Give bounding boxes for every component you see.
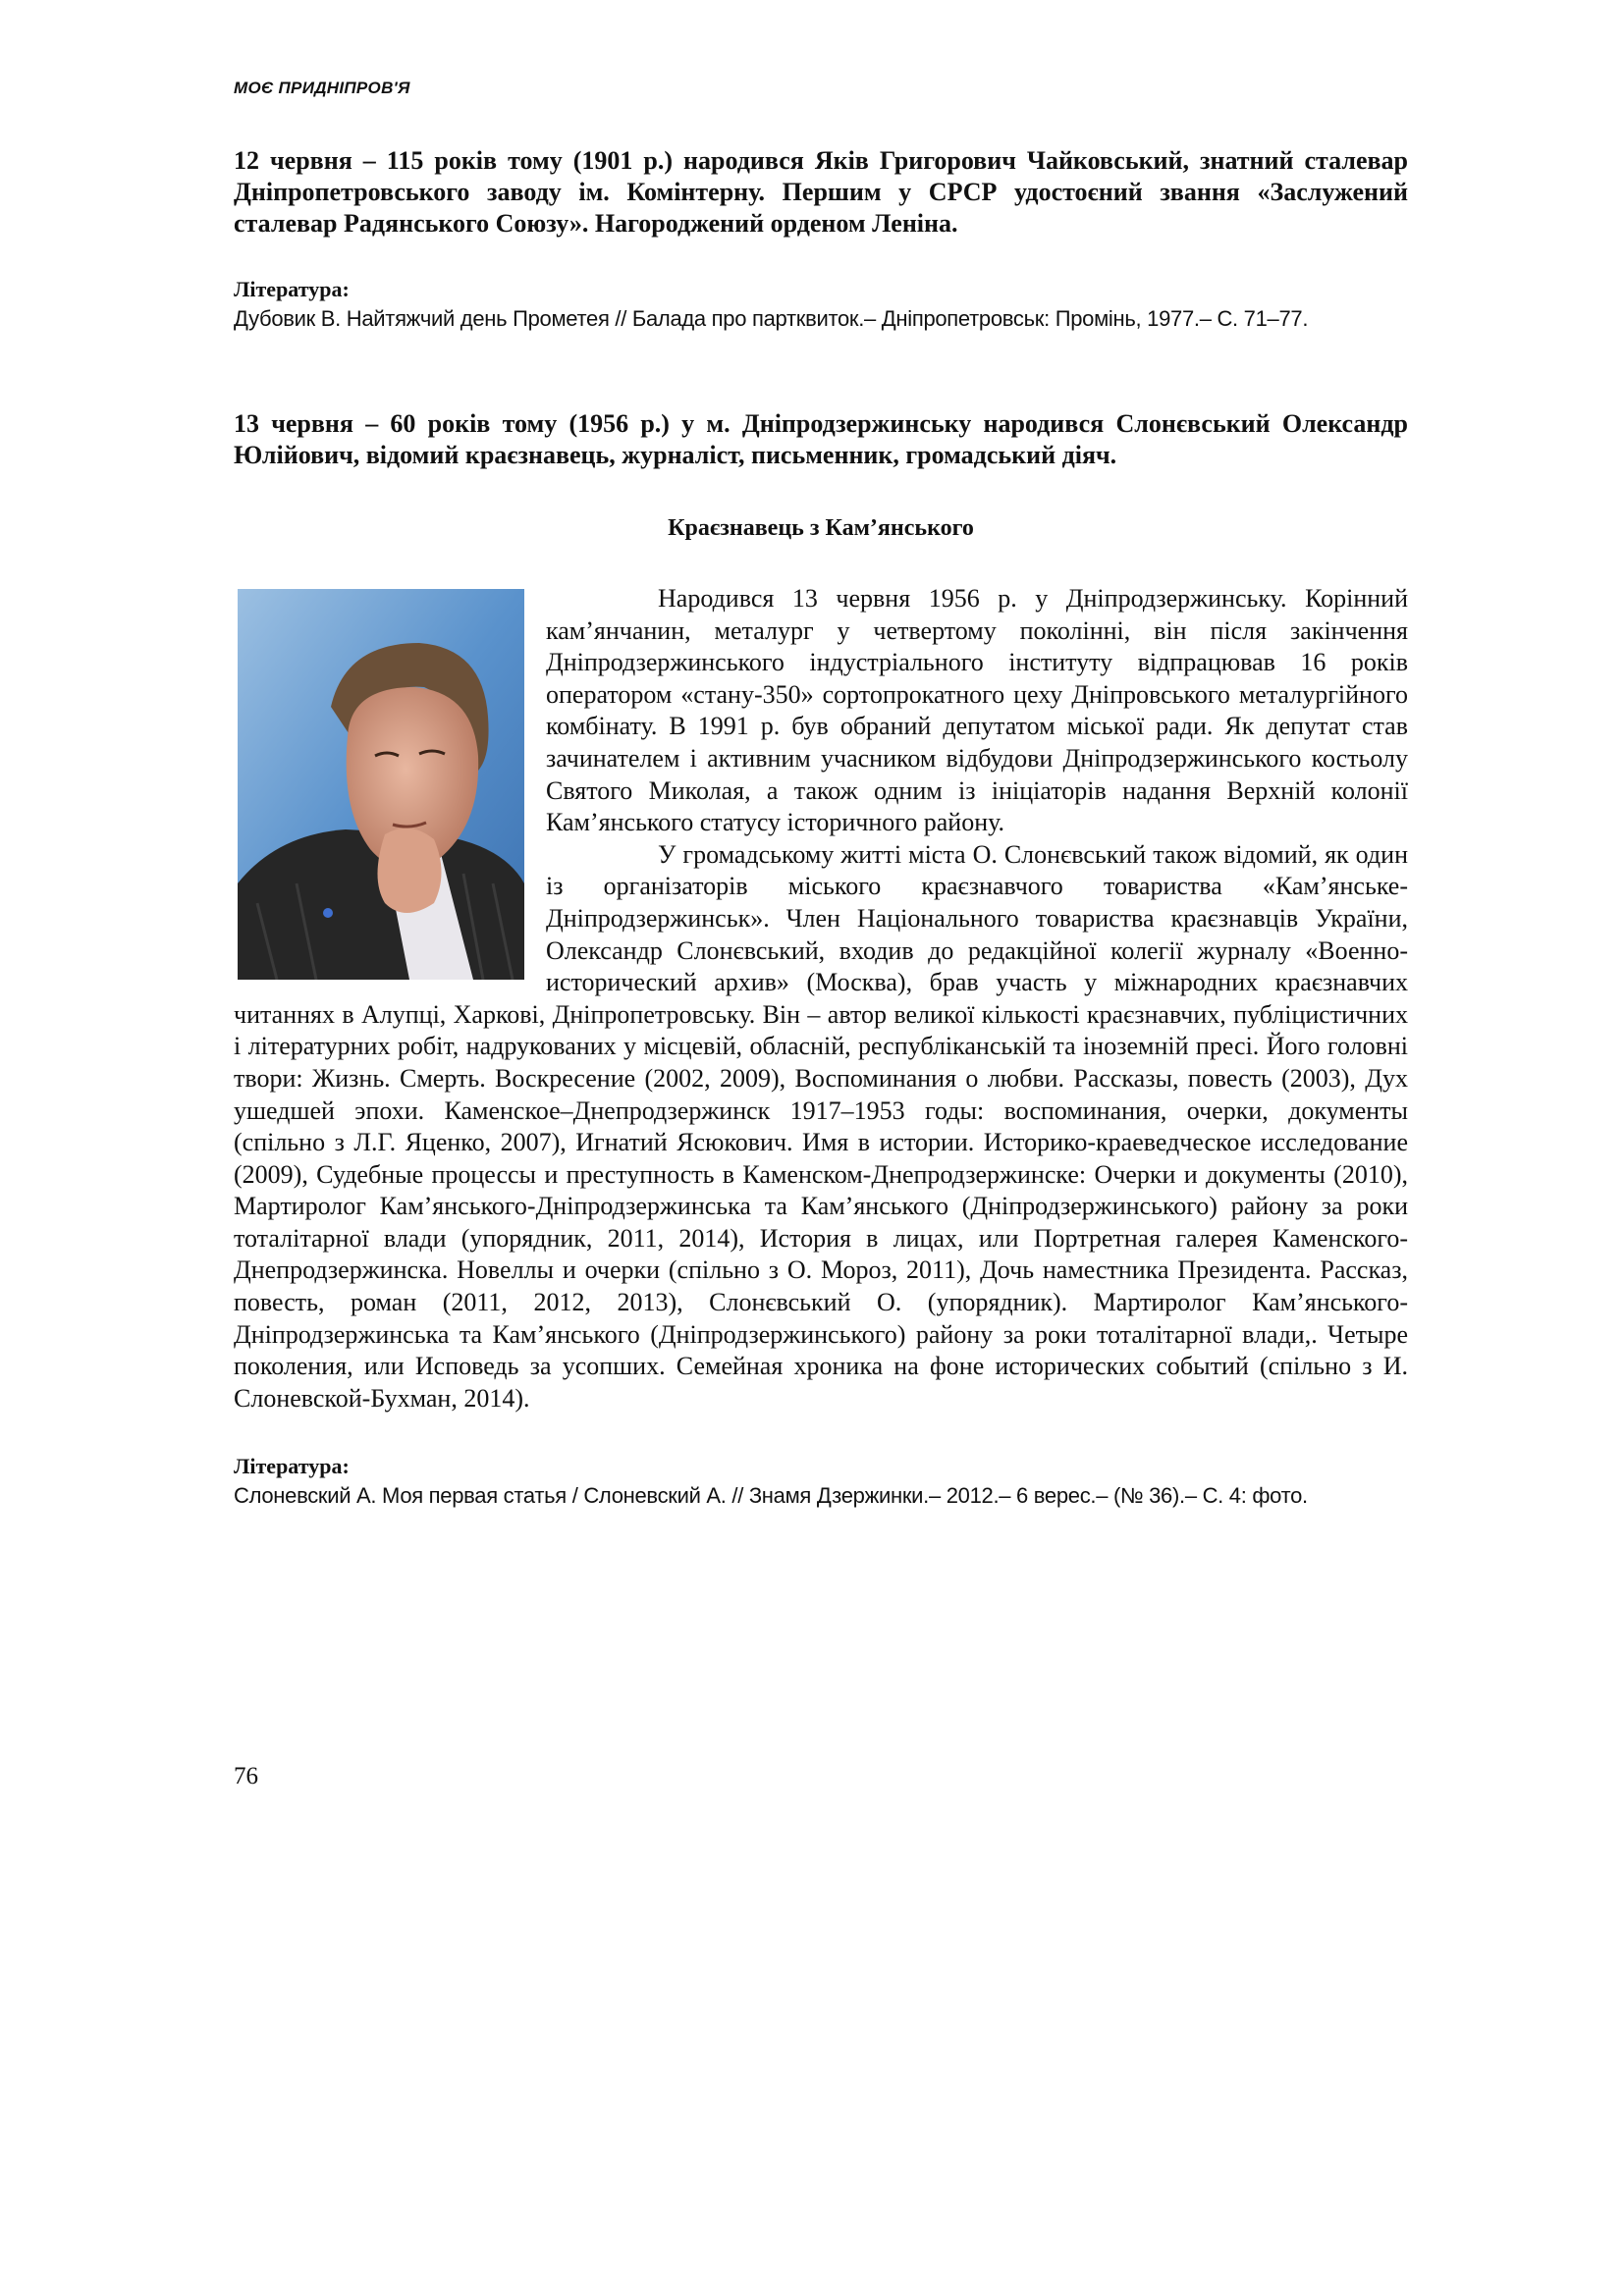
entry2-body bbox=[234, 583, 1408, 1415]
entry2-literature-text: Слоневский А. Моя первая статья / Слоневский А. // Знамя Дзержинки.– 2012.– 6 верес.– (№ 36).– С. 4: фото. bbox=[234, 1483, 1308, 1509]
entry1-heading: 12 червня – 115 років тому (1901 р.) народився Яків Григорович Чайковський, знатний сталевар Дніпропетровського заводу ім. Комінтерну. Першим у СРСР удостоєний звання «Заслужений сталевар Радянського Союзу». Нагороджений орденом Леніна. bbox=[234, 146, 1408, 238]
entry2-literature-label: Література: bbox=[234, 1454, 350, 1479]
portrait-photo bbox=[238, 589, 524, 980]
page-number: 76 bbox=[234, 1763, 258, 1789]
entry2-subtitle: Краєзнавець з Кам’янського bbox=[668, 515, 974, 541]
entry2-paragraph-1: Народився 13 червня 1956 р. у Дніпродзержинську. Корінний кам’янчанин, металург у четвертому поколінні, він після закінчення Дніпродзержинського індустріального інституту відпрацював 16 років оператором «стану-350» сортопрокатного цеху Дніпровського металургійного комбінату. В 1991 р. був обраний депутатом міської ради. Як депутат став зачинателем і активним учасником відбудови Дніпродзержинського костьолу Святого Миколая, а також одним із ініціаторів надання Верхній колонії Кам’янського статусу історичного району. bbox=[546, 584, 1408, 837]
page-content bbox=[234, 145, 1408, 1511]
entry1-literature-text: Дубовик В. Найтяжчий день Прометея // Балада про партквиток.– Дніпропетровськ: Промінь, 1977.– С. 71–77. bbox=[234, 306, 1309, 331]
entry2-heading: 13 червня – 60 років тому (1956 р.) у м. Дніпродзержинську народився Слонєвський Олександр Юлійович, відомий краєзнавець, журналіст, письменник, громадський діяч. bbox=[234, 409, 1408, 469]
entry1-literature-label: Література: bbox=[234, 277, 350, 301]
running-header: МОЄ ПРИДНІПРОВ'Я bbox=[234, 79, 410, 97]
section-spacer bbox=[234, 334, 1408, 408]
entry2-paragraph-2: У громадському житті міста О. Слонєвський також відомий, як один із організаторів міського краєзнавчого товариства «Кам’янське-Дніпродзержинськ». Член Національного товариства краєзнавців України, Олександр Слонєвський, входив до редакційної колегії журналу «Военно-исторический архив» (Москва), брав участь у міжнародних краєзнавчих читаннях в Алупці, Харкові, Дніпропетровську. Він – автор великої кількості краєзнавчих, публіцистичних і літературних робіт, надрукованих у місцевій, обласній, республіканській та іноземній пресі. Його головні твори: Жизнь. Смерть. Воскресение (2002, 2009), Воспоминания о любви. Рассказы, повесть (2003), Дух ушедшей эпохи. Каменское–Днепродзержинск 1917–1953 годы: воспоминания, очерки, документы (спільно з Л.Г. Яценко, 2007), Игнатий Ясюкович. Имя в истории. Историко-краеведческое исследование (2009), Судебные процессы и преступность в Каменском-Днепродзержинске: Очерки и документы (2010), Мартиролог Кам’янського-Дніпродзержинська та Кам’янського (Дніпродзержинського) району за роки тоталітарної влади (упорядник, 2011, 2014), История в лицах, или Портретная галерея Каменского-Днепродзержинска. Новеллы и очерки (спільно з О. Мороз, 2011), Дочь наместника Президента. Рассказ, повесть, роман (2011, 2012, 2013), Слонєвський О. (упорядник). Мартиролог Кам’янського-Дніпродзержинська та Кам’янського (Дніпродзержинського) району за роки тоталітарної влади,. Четыре поколения, или Исповедь за усопших. Семейная хроника на фоне исторических событий (спільно з И. Слоневской-Бухман, 2014). bbox=[234, 839, 1408, 1413]
portrait-image bbox=[238, 589, 524, 980]
